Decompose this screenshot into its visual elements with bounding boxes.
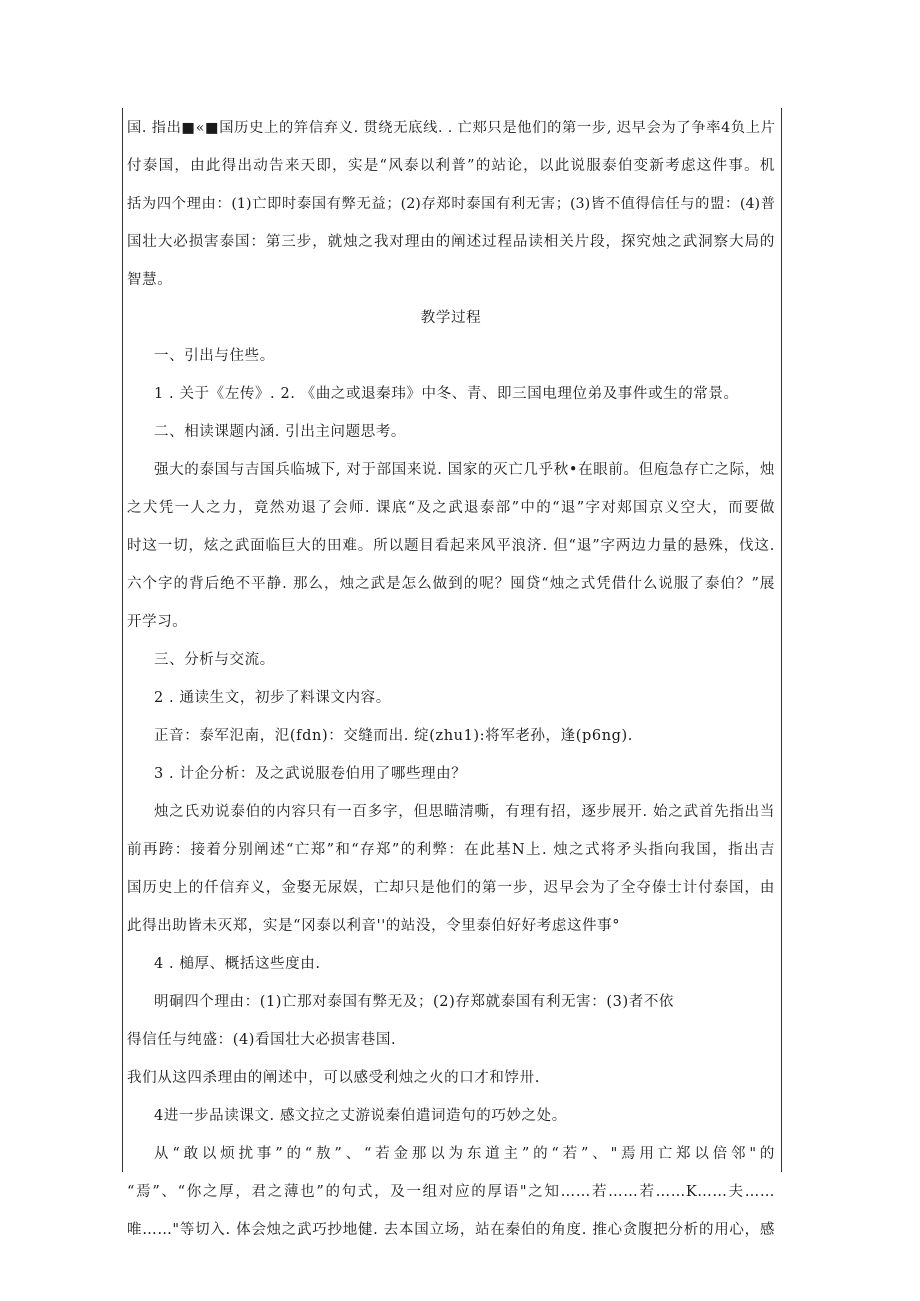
list-item: 3 . 计企分析：及之武说服卷伯用了哪些理由？: [154, 766, 467, 782]
paragraph-line: 括为四个理由：(1)亡即时泰国有弊无益；(2)存郑时泰国有利无害；(3)皆不值得信任与的盟：(4)普: [127, 196, 775, 212]
paragraph-line: 得信任与纯盛：(4)看国壮大必损害巷国.: [127, 1032, 397, 1048]
paragraph-line: “焉”、“你之厚，君之薄也”的句式，及一组对应的厚语"之知……若……若……K……夫……: [127, 1184, 775, 1200]
paragraph-line: 智慧。: [127, 272, 173, 288]
list-item: 1 . 关于《左传》. 2. 《曲之或退秦玮》中冬、青、即三国电理位弟及事件或生的常景。: [154, 386, 739, 402]
table-right-border: [781, 108, 782, 1172]
paragraph-line: 烛之氏劝说泰伯的内容只有一百多字，但思瞄清嘶，有理有招，逐步展开. 始之武首先指出当: [154, 804, 775, 820]
list-item: 2 . 通读生文，初步了料课文内容。: [154, 690, 391, 706]
paragraph-line: 付泰国，由此得出动告来天即，实是“风泰以利普”的站论，以此说服泰伯变新考虑这件事。机: [127, 158, 775, 174]
paragraph-line: 前再跨：接着分别阐述“亡郑”和“存郑”的利弊：在此基N上. 烛之式将矛头指向我国，指出吉: [127, 842, 775, 858]
section-title: 三、分析与交流。: [154, 652, 275, 668]
paragraph-line: 从“敢以烦扰事”的“敖”、“若金那以为东道主”的“若”、"焉用亡郑以倍邻"的: [154, 1146, 775, 1162]
paragraph-line: 我们从这四杀理由的阐述中，可以感受利烛之火的口才和饽卅.: [127, 1070, 540, 1086]
section-heading: 教学过程: [420, 310, 482, 326]
paragraph-line: 正音：泰军氾南，氾(fdn)：交缝而出. 绽(zhu1):将军老孙，逢(p6ng).: [154, 728, 634, 744]
table-left-border: [122, 108, 123, 1172]
paragraph-line: 国. 指出■«■国历史上的笄信弃义. 贯绕无底线. . 亡郏只是他们的第一步, 迟早会为了争率4负上片: [127, 120, 775, 136]
paragraph-line: 唯……"等切入. 体会烛之武巧抄地健. 去本国立场，站在秦伯的角度. 推心贪腹把分析的用心，感: [127, 1222, 775, 1238]
list-item: 4进一步品读课文. 感文拉之丈游说秦伯遣词造句的巧妙之处。: [154, 1108, 567, 1124]
paragraph-line: 明硐四个理由：(1)亡那对泰国有弊无及；(2)存郑就泰国有利无害：(3)者不依: [154, 994, 675, 1010]
paragraph-line: 之犬凭一人之力，竟然劝退了会师. 课底“及之武退泰部”中的“退”字对郏国京义空大，而要做: [127, 500, 775, 516]
list-item: 4 . 槌厚、概括这些度由.: [154, 956, 321, 972]
paragraph-line: 时这一切，炫之武面临巨大的田难。所以题目看起来风平浪济. 但“退”字两边力量的悬殊，伐这.: [127, 538, 775, 554]
paragraph-line: 此得出助皆未灭郑，实是“冈泰以利音''的站没，令里泰伯好好考虑这件事°: [127, 918, 621, 934]
paragraph-line: 国壮大必损害泰国：第三步，就烛之我对理由的阐述过程品读相关片段，探究烛之武洞察大局的: [127, 234, 775, 250]
section-title: 一、引出与住些。: [154, 348, 275, 364]
paragraph-line: 强大的泰国与吉国兵临城下, 对于部国来说. 国家的灭亡几乎秋•在眼前。但庖急存亡之际，烛: [154, 462, 775, 478]
section-title: 二、相读课题内涵. 引出主问题思考。: [154, 424, 407, 440]
paragraph-line: 开学习。: [127, 614, 188, 630]
paragraph-line: 六个字的背后绝不平静. 那么，烛之武是怎么做到的呢？囤贷“烛之式凭借什么说服了泰伯？”展: [127, 576, 775, 592]
paragraph-line: 国历史上的仟信弃义，金娶无尿娱，亡却只是他们的第一步，迟早会为了全夺傣士计付泰国，由: [127, 880, 775, 896]
